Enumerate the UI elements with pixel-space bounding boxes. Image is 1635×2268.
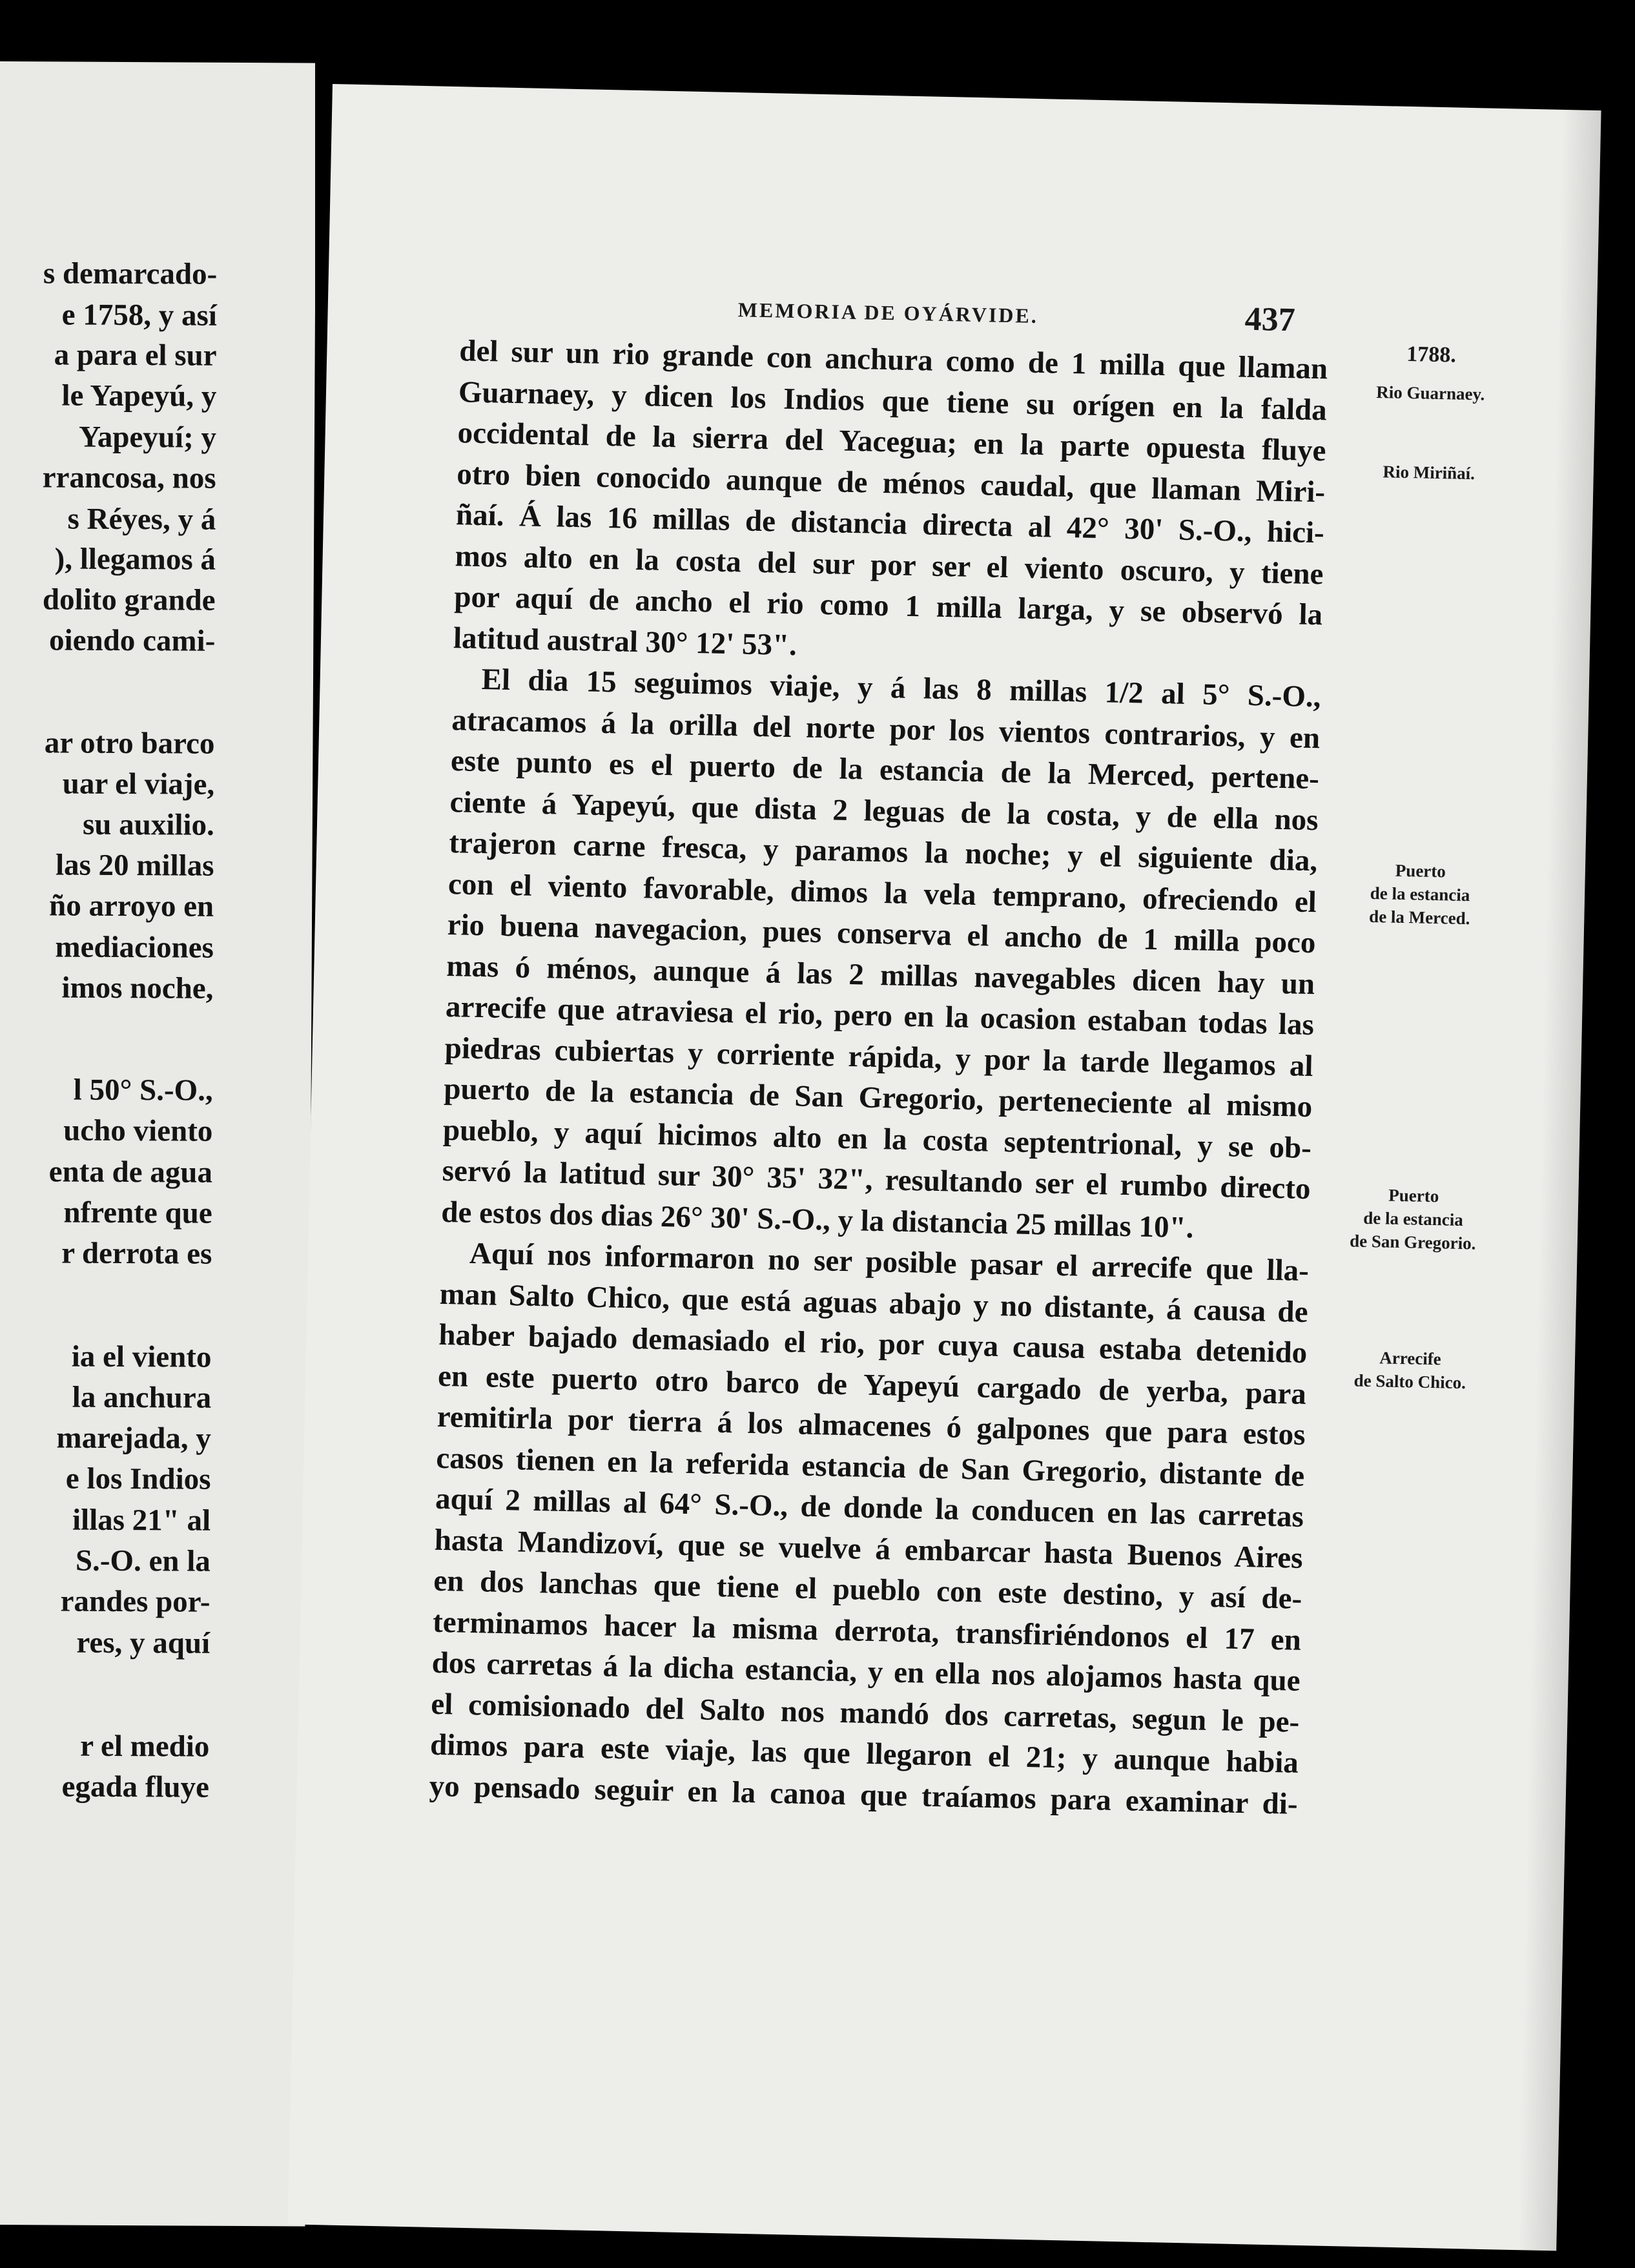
left-page-line: su auxilio. — [82, 807, 214, 842]
margin-note-rio-mirinai — [1341, 459, 1516, 486]
text-line: hasta Mandizoví, que se vuelve á embarcar hasta Buenos Aires — [434, 1523, 1304, 1575]
left-page-line: randes por- — [60, 1584, 211, 1619]
text-line: arrecife que atraviesa el rio, pero en la ocasion estaban todas las — [445, 989, 1315, 1042]
left-page-line: s Réyes, y á — [67, 502, 216, 537]
text-line: mos alto en la costa del sur por ser el viento oscuro, y tiene — [455, 539, 1324, 591]
running-head: MEMORIA DE OYÁRVIDE. — [737, 298, 1039, 327]
left-page-line: ucho viento — [63, 1113, 213, 1148]
left-page-line: ño arroyo en — [49, 889, 214, 923]
left-page-line: e 1758, y así — [61, 298, 218, 333]
left-page-line: mediaciones — [55, 930, 214, 965]
left-page-line: egada fluye — [61, 1769, 210, 1804]
left-page-line: enta de agua — [48, 1155, 213, 1190]
text-line: remitirla por tierra á los almacenes ó galpones que para estos — [437, 1399, 1306, 1452]
body-text — [429, 331, 1328, 1825]
left-page-line: a para el sur — [54, 338, 217, 373]
left-page-line: S.-O. en la — [75, 1543, 211, 1578]
margin-note-line: Puerto — [1395, 860, 1446, 881]
text-line: occidental de la sierra del Yacegua; en la parte opuesta fluye — [457, 416, 1326, 468]
margin-note-line: Arrecife — [1379, 1348, 1442, 1369]
left-page-line: rrancosa, nos — [42, 460, 216, 495]
margin-note-line: de la Merced. — [1368, 906, 1470, 929]
text-line: latitud austral 30° 12' 53". — [453, 621, 797, 662]
text-line: aquí 2 millas al 64° S.-O., de donde la conducen en las carretas — [435, 1481, 1304, 1534]
left-page-line: ia el viento — [71, 1339, 212, 1374]
left-page-line: e los Indios — [65, 1461, 211, 1496]
text-line: El dia 15 seguimos viaje, y á las 8 millas 1/2 al 5° S.-O., — [481, 663, 1322, 714]
left-page-line: l 50° S.-O., — [73, 1073, 213, 1108]
left-page-line: la anchura — [72, 1380, 212, 1415]
left-page-line: imos noche, — [61, 971, 214, 1005]
left-page-line: le Yapeyú, y — [61, 378, 217, 413]
text-line: terminamos hacer la misma derrota, transfiriéndonos el 17 en — [432, 1605, 1302, 1657]
margin-note-line: de San Gregorio. — [1349, 1231, 1476, 1253]
margin-note-rio-guarnaey — [1343, 380, 1518, 407]
text-line: man Salto Chico, que está aguas abajo y no distante, á causa de — [439, 1277, 1309, 1329]
margin-note-line: 1788. — [1406, 342, 1457, 367]
text-line: del sur un rio grande con anchura como de 1 milla que llaman — [458, 334, 1328, 386]
left-page-line: las 20 millas — [55, 848, 214, 883]
left-page-line: s demarcado- — [43, 256, 218, 291]
margin-note-line: de Salto Chico. — [1353, 1370, 1466, 1393]
left-page-line: ar otro barco — [44, 726, 215, 761]
text-line: mas ó ménos, aunque á las 2 millas navegables dicen hay un — [446, 949, 1315, 1001]
page-edge-shadow — [1517, 110, 1601, 2251]
page-number: 437 — [1244, 300, 1296, 339]
margin-note-puerto-san-gregorio — [1325, 1182, 1501, 1256]
text-line: Aquí nos informaron no ser posible pasar el arrecife que lla- — [469, 1236, 1310, 1288]
text-line: en dos lanchas que tiene el pueblo con este destino, y así de- — [433, 1563, 1302, 1616]
margin-note-line: de la estancia — [1363, 1208, 1464, 1230]
text-line: en este puerto otro barco de Yapeyú cargado de yerba, para — [437, 1359, 1307, 1411]
left-page-line: oiendo cami- — [48, 623, 216, 658]
text-line: ñaí. Á las 16 millas de distancia directa al 42° 30' S.-O., hici- — [455, 498, 1325, 550]
text-line: dimos para este viaje, las que llegaron el 21; y aunque habia — [429, 1727, 1299, 1780]
margin-note-arrecife-salto-chico — [1322, 1345, 1497, 1396]
left-page-line: r el medio — [80, 1729, 210, 1764]
text-line: el comisionado del Salto nos mandó dos carretas, segun le pe- — [430, 1687, 1300, 1739]
text-line: con el viento favorable, dimos la vela temprano, ofreciendo el — [447, 867, 1317, 919]
left-page-line: res, y aquí — [76, 1625, 211, 1660]
text-line: por aquí de ancho el rio como 1 milla larga, y se observó la — [453, 580, 1323, 632]
margin-note-line: Puerto — [1388, 1185, 1439, 1206]
margin-note-line: de la estancia — [1370, 883, 1470, 905]
text-line: de estos dos dias 26° 30' S.-O., y la distancia 25 millas 10". — [440, 1195, 1194, 1244]
text-line: Guarnaey, y dicen los Indios que tiene su orígen en la falda — [458, 375, 1328, 427]
text-line: piedras cubiertas y corriente rápida, y por la tarde llegamos al — [444, 1031, 1314, 1083]
text-line: otro bien conocido aunque de ménos caudal, que llaman Miri- — [456, 457, 1326, 509]
text-line: casos tienen en la referida estancia de San Gregorio, distante de — [435, 1441, 1305, 1493]
text-line: servó la latitud sur 30° 35' 32", resultando ser el rumbo directo — [442, 1153, 1311, 1206]
margin-note-puerto-merced — [1332, 858, 1508, 931]
left-page-line: r derrota es — [61, 1236, 212, 1271]
margin-note-line: Rio Guarnaey. — [1376, 382, 1485, 404]
margin-note-year — [1344, 339, 1519, 371]
left-page-line: illas 21" al — [72, 1503, 211, 1538]
left-page-line: uar el viaje, — [62, 767, 215, 801]
right-page — [288, 84, 1601, 2251]
text-line: este punto es el puerto de la estancia de la Merced, pertene- — [450, 744, 1320, 796]
text-line: ciente á Yapeyú, que dista 2 leguas de la costa, y de ella nos — [449, 785, 1319, 837]
text-line: trajeron carne fresca, y paramos la noche; y el siguiente dia, — [448, 826, 1318, 878]
left-page-line: nfrente que — [63, 1195, 212, 1230]
text-line: atracamos á la orilla del norte por los vientos contrarios, y en — [451, 703, 1321, 755]
left-page-line: Yapeyuí; y — [78, 420, 217, 455]
text-line: rio buena navegacion, pues conserva el ancho de 1 milla poco — [447, 908, 1317, 960]
text-line: puerto de la estancia de San Gregorio, perteneciente al mismo — [443, 1071, 1313, 1124]
text-line: dos carretas á la dicha estancia, y en ella nos alojamos hasta que — [431, 1645, 1301, 1698]
text-line: pueblo, y aquí hicimos alto en la costa septentrional, y se ob- — [442, 1113, 1312, 1165]
left-page-line: dolito grande — [42, 582, 216, 617]
text-line: yo pensado seguir en la canoa que traíamos para examinar di- — [429, 1769, 1299, 1821]
text-line: haber bajado demasiado el rio, por cuya causa estaba detenido — [438, 1317, 1308, 1370]
left-page-fragment — [0, 61, 316, 2227]
left-page-line: marejada, y — [56, 1421, 211, 1456]
left-page-line: ), llegamos á — [54, 542, 216, 577]
margin-note-line: Rio Miriñaí. — [1383, 462, 1476, 484]
